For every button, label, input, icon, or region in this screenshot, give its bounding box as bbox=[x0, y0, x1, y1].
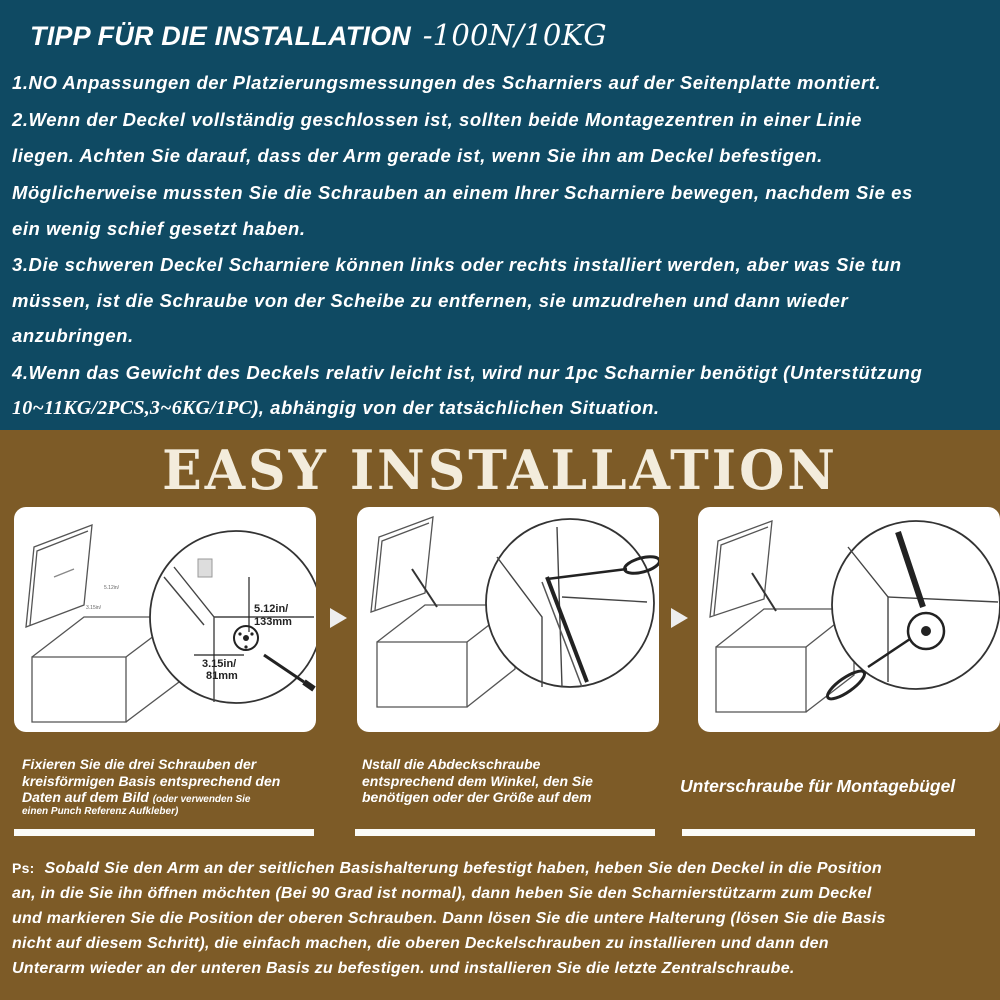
step-arrow-1 bbox=[330, 608, 347, 628]
step-2-caption-line-1: Nstall die Abdeckschraube bbox=[362, 756, 541, 772]
step-2-drawing bbox=[357, 507, 659, 732]
dimension-height-a: 5.12in/ bbox=[254, 603, 289, 615]
installation-tips-panel bbox=[0, 0, 1000, 430]
ps-line-2: an, in die Sie ihn öffnen möchten (Bei 90 Grad ist normal), dann heben Sie den Scharnierstützarm zum Deckel bbox=[12, 885, 872, 902]
step-1-caption-note-1: (oder verwenden Sie bbox=[152, 794, 251, 805]
svg-text:5.12in/: 5.12in/ bbox=[104, 585, 120, 591]
step-1-caption-line-1: Fixieren Sie die drei Schrauben der bbox=[22, 756, 257, 772]
step-arrow-2 bbox=[671, 608, 688, 628]
tip-line-5: ein wenig schief gesetzt haben. bbox=[12, 218, 306, 239]
tip-line-6: 3.Die schweren Deckel Scharniere können links oder rechts installiert werden, aber was Sie tun bbox=[12, 254, 902, 275]
ps-label: Ps: bbox=[12, 860, 35, 876]
ps-line-5: Unterarm wieder an der unteren Basis zu befestigen. und installieren Sie die letzte Zentralschraube. bbox=[12, 960, 795, 977]
step-1-drawing bbox=[14, 507, 316, 732]
tip-weight-values: 10~11KG/2PCS,3~6KG/1PC bbox=[12, 397, 253, 419]
load-rating: -100N/10KG bbox=[422, 18, 607, 52]
step-1-illustration bbox=[14, 507, 316, 732]
step-2-caption-line-2: entsprechend dem Winkel, den Sie bbox=[362, 772, 593, 789]
step-2-caption bbox=[362, 756, 662, 806]
step-3-drawing bbox=[698, 507, 1000, 732]
step-1-divider bbox=[14, 829, 314, 836]
dimension-width-b: 81mm bbox=[206, 670, 238, 682]
step-3-caption: Unterschraube für Montagebügel bbox=[680, 776, 956, 796]
step-3-illustration bbox=[698, 507, 1000, 732]
ps-note bbox=[12, 856, 997, 981]
tip-line-2: 2.Wenn der Deckel vollständig geschlossen ist, sollten beide Montagezentren in einer Linie bbox=[12, 109, 862, 130]
installation-title: EASY INSTALLATION bbox=[162, 438, 838, 503]
step-1-caption-line-2: kreisförmigen Basis entsprechend den bbox=[22, 772, 281, 789]
tip-line-10 bbox=[12, 397, 660, 420]
svg-text:3.15in/: 3.15in/ bbox=[86, 605, 102, 611]
tip-line-4: Möglicherweise mussten Sie die Schrauben an einem Ihrer Scharniere bewegen, nachdem Sie es bbox=[12, 182, 913, 203]
tip-line-9: 4.Wenn das Gewicht des Deckels relativ leicht ist, wird nur 1pc Scharnier benötigt (Unterstützung bbox=[12, 362, 923, 383]
dimension-width-a: 3.15in/ bbox=[202, 658, 237, 670]
step-1-caption-line-3: Daten auf dem Bild bbox=[22, 789, 149, 805]
step-2-divider bbox=[355, 829, 655, 836]
ps-line-3: und markieren Sie die Position der oberen Schrauben. Dann lösen Sie die untere Halterung (lösen Sie die Basis bbox=[12, 910, 886, 927]
step-3-divider bbox=[682, 829, 975, 836]
tips-title-text: TIPP FÜR DIE INSTALLATION bbox=[30, 21, 411, 51]
ps-line-1: Sobald Sie den Arm an der seitlichen Basishalterung befestigt haben, heben Sie den Deckel in die Position bbox=[44, 860, 882, 877]
step-2-caption-line-3: benötigen oder der Größe auf dem bbox=[362, 789, 592, 805]
tip-line-10-text: ), abhängig von der tatsächlichen Situation. bbox=[252, 397, 660, 418]
step-1-caption bbox=[22, 756, 332, 818]
tip-line-8: anzubringen. bbox=[12, 325, 134, 346]
step-1-caption-note-2: einen Punch Referenz Aufkleber) bbox=[22, 806, 179, 817]
tips-title bbox=[30, 18, 607, 52]
tip-line-1: 1.NO Anpassungen der Platzierungsmessungen des Scharniers auf der Seitenplatte montiert. bbox=[12, 72, 882, 93]
tip-line-3: liegen. Achten Sie darauf, dass der Arm gerade ist, wenn Sie ihn am Deckel befestigen. bbox=[12, 145, 823, 166]
step-2-illustration bbox=[357, 507, 659, 732]
tip-line-7: müssen, ist die Schraube von der Scheibe zu entfernen, sie umzudrehen und dann wieder bbox=[12, 290, 849, 311]
dimension-height-b: 133mm bbox=[254, 616, 292, 628]
ps-line-4: nicht auf diesem Schritt), die einfach machen, die oberen Deckelschrauben zu installieren und dann den bbox=[12, 935, 829, 952]
